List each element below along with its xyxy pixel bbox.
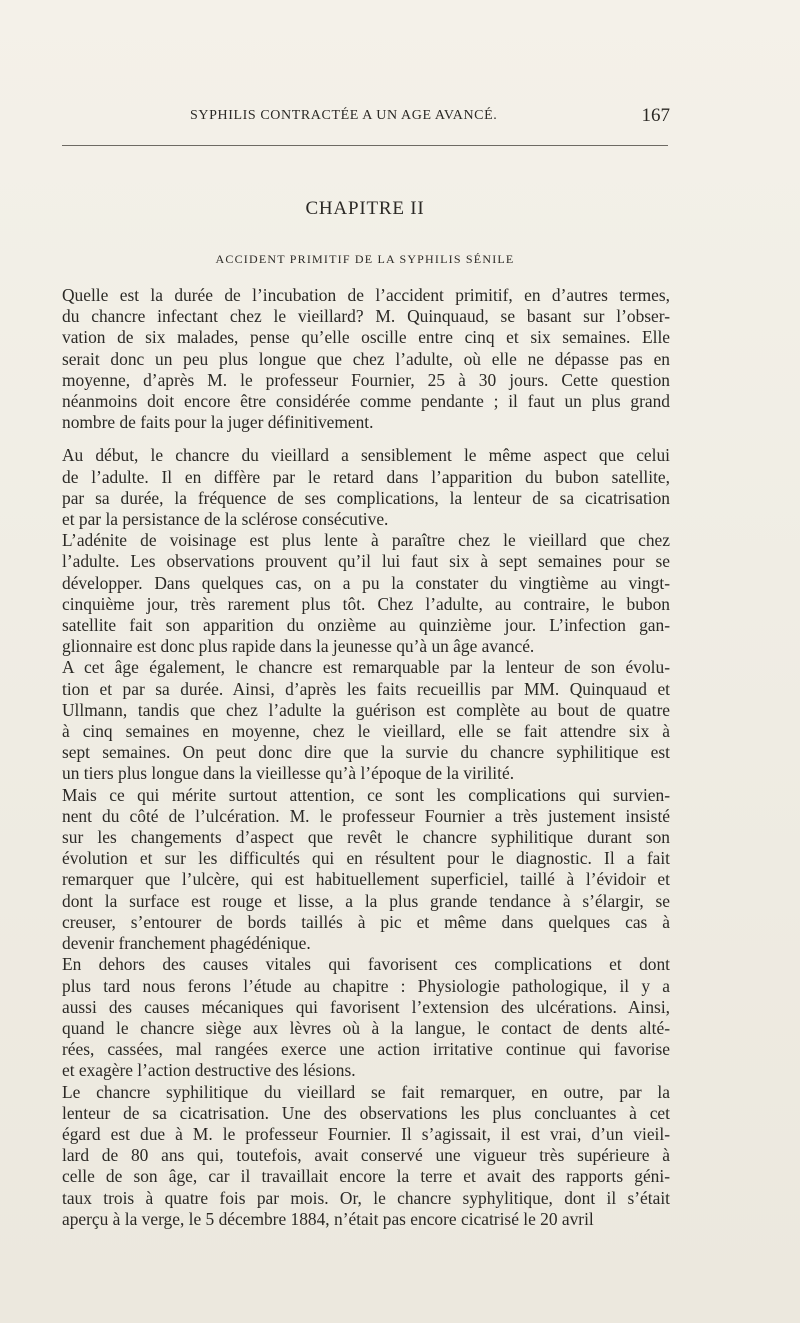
paragraph	[62, 530, 670, 657]
text-line: Au début, le chancre du vieillard a sensiblement le même aspect que celui	[62, 445, 670, 466]
text-line: à cinq semaines en moyenne, chez le vieillard, elle se fait attendre six à	[62, 721, 670, 742]
text-line: un tiers plus longue dans la vieillesse qu’à l’époque de la virilité.	[62, 763, 515, 784]
text-line: nombre de faits pour la juger définitivement.	[62, 412, 374, 433]
text-line: vation de six malades, pense qu’elle oscille entre cinq et six semaines. Elle	[62, 327, 670, 348]
text-line: remarquer que l’ulcère, qui est habituellement superficiel, taillé à l’évidoir et	[62, 869, 670, 890]
text-line: devenir franchement phagédénique.	[62, 933, 311, 954]
paragraph	[62, 785, 670, 955]
text-line: En dehors des causes vitales qui favorisent ces complications et dont	[62, 954, 670, 975]
text-line: sur les changements d’aspect que revêt le chancre syphilitique durant son	[62, 827, 670, 848]
text-line: et par la persistance de la sclérose consécutive.	[62, 509, 389, 530]
text-line: tion et par sa durée. Ainsi, d’après les faits recueillis par MM. Quinquaud et	[62, 678, 670, 699]
paragraph	[62, 954, 670, 1081]
text-line: égard est due à M. le professeur Fournier. Il s’agissait, il est vrai, d’un vieil-	[62, 1123, 670, 1144]
paragraph	[62, 1082, 670, 1230]
text-line: l’adulte. Les observations prouvent qu’il lui faut six à sept semaines pour se	[62, 551, 670, 572]
text-line: développer. Dans quelques cas, on a pu la constater du vingtième au vingt-	[62, 572, 670, 593]
text-line: et exagère l’action destructive des lésions.	[62, 1060, 356, 1081]
text-line: sept semaines. On peut donc dire que la survie du chancre syphilitique est	[62, 742, 670, 763]
paragraph	[62, 285, 670, 433]
paragraph	[62, 657, 670, 784]
text-line: satellite fait son apparition du onzième au quinzième jour. L’infection gan-	[62, 615, 670, 636]
text-line: A cet âge également, le chancre est remarquable par la lenteur de son évolu-	[62, 657, 670, 678]
text-line: quand le chancre siège aux lèvres où à la langue, le contact de dents alté-	[62, 1017, 670, 1038]
text-line: du chancre infectant chez le vieillard? M. Quinquaud, se basant sur l’obser-	[62, 306, 670, 327]
text-line: Ullmann, tandis que chez l’adulte la guérison est complète au bout de quatre	[62, 699, 670, 720]
text-line: aperçu à la verge, le 5 décembre 1884, n’était pas encore cicatrisé le 20 avril	[62, 1208, 594, 1229]
text-line: celle de son âge, car il travaillait encore la terre et avait des rapports géni-	[62, 1166, 670, 1187]
header-rule	[62, 145, 668, 146]
chapter-subtitle: ACCIDENT PRIMITIF DE LA SYPHILIS SÉNILE	[215, 252, 515, 266]
running-head-title: SYPHILIS CONTRACTÉE A UN AGE AVANCÉ.	[190, 108, 498, 123]
text-line: Mais ce qui mérite surtout attention, ce sont les complications qui survien-	[62, 784, 670, 805]
text-line: Quelle est la durée de l’incubation de l’accident primitif, en d’autres termes,	[62, 285, 670, 305]
text-line: aussi des causes mécaniques qui favorisent l’extension des ulcérations. Ainsi,	[62, 996, 670, 1017]
text-line: moyenne, d’après M. le professeur Fournier, 25 à 30 jours. Cette question	[62, 369, 670, 390]
text-line: lard de 80 ans qui, toutefois, avait conservé une vigueur très supérieure à	[62, 1145, 670, 1166]
text-line: dont la surface est rouge et lisse, a la plus grande tendance à s’élargir, se	[62, 890, 670, 911]
paragraph-gap	[62, 433, 670, 445]
text-line: L’adénite de voisinage est plus lente à paraître chez le vieillard que chez	[62, 530, 670, 551]
text-line: Le chancre syphilitique du vieillard se fait remarquer, en outre, par la	[62, 1081, 670, 1102]
text-line: évolution et sur les difficultés qui en résultent pour le diagnostic. Il a fait	[62, 848, 670, 869]
chapter-title: CHAPITRE II	[305, 198, 425, 219]
text-line: serait donc un peu plus longue que chez l’adulte, où elle ne dépasse pas en	[62, 348, 670, 369]
text-line: par sa durée, la fréquence de ses complications, la lenteur de sa cicatrisation	[62, 487, 670, 508]
paragraph	[62, 445, 670, 530]
text-line: taux trois à quatre fois par mois. Or, le chancre syphylitique, dont il s’était	[62, 1187, 670, 1208]
text-line: néanmoins doit encore être considérée comme pendante ; il faut un plus grand	[62, 391, 670, 412]
text-line: lenteur de sa cicatrisation. Une des observations les plus concluantes à cet	[62, 1102, 670, 1123]
text-line: glionnaire est donc plus rapide dans la jeunesse qu’à un âge avancé.	[62, 636, 535, 657]
text-line: de l’adulte. Il en diffère par le retard dans l’apparition du bubon satellite,	[62, 466, 670, 487]
text-line: cinquième jour, très rarement plus tôt. Chez l’adulte, au contraire, le bubon	[62, 593, 670, 614]
text-line: plus tard nous ferons l’étude au chapitre : Physiologie pathologique, il y a	[62, 975, 670, 996]
body-text	[62, 285, 670, 1230]
text-line: rées, cassées, mal rangées exerce une action irritative continue qui favorise	[62, 1039, 670, 1060]
page-number: 167	[641, 105, 670, 126]
text-line: creuser, s’entourer de bords taillés à pic et même dans quelques cas à	[62, 911, 670, 932]
text-line: nent du côté de l’ulcération. M. le professeur Fournier a très justement insisté	[62, 805, 670, 826]
